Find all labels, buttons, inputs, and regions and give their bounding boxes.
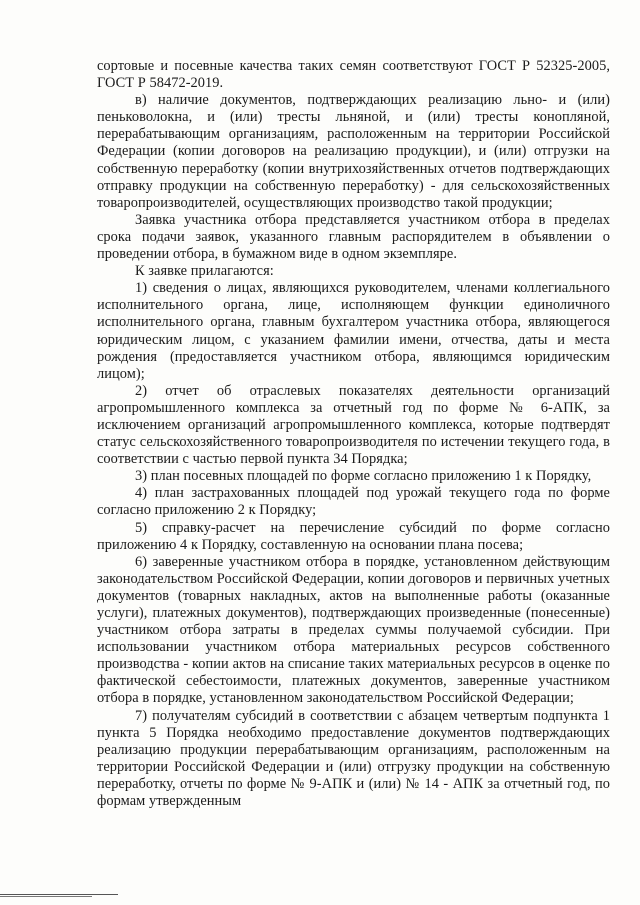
list-item-6: 6) заверенные участником отбора в порядке, установленном действующим законодательством Российской Федерации, копии договоров и первичных учетных документов (товарных накладных, актов на выполненные работы (оказанные услуги), платежных документов), подтверждающих произведенные (понесенные) участником отбора затраты в пределах суммы получаемой субсидии. При использовании участником отбора материальных ресурсов собственного производства - копии актов на списание таких материальных ресурсов в оценке по фактической себестоимости, платежных документов, заверенные участником отбора в порядке, установленном законодательством Российской Федерации; bbox=[97, 553, 610, 707]
list-item-2: 2) отчет об отраслевых показателях деятельности организаций агропромышленного комплекса за отчетный год по форме № 6-АПК, за исключением организаций агропромышленного комплекса, которые подтвердят статус сельскохозяйственного товаропроизводителя по истечении текущего года, в соответствии с частью первой пункта 34 Порядка; bbox=[97, 382, 610, 468]
list-item-4: 4) план застрахованных площадей под урожай текущего года по форме согласно приложению 2 к Порядку; bbox=[97, 485, 610, 519]
scan-edge-line bbox=[0, 894, 118, 895]
list-item-5: 5) справку-расчет на перечисление субсидий по форме согласно приложению 4 к Порядку, составленную на основании плана посева; bbox=[97, 519, 610, 553]
paragraph-application-submission: Заявка участника отбора представляется участником отбора в пределах срока подачи заявок, указанного главным распорядителем в объявлении о проведении отбора, в бумажном виде в одном экземпляре. bbox=[97, 211, 610, 263]
scan-edge-line-secondary bbox=[0, 896, 92, 897]
list-item-7: 7) получателям субсидий в соответствии с абзацем четвертым подпункта 1 пункта 5 Порядка необходимо предоставление документов подтверждающих реализацию продукции перерабатывающим организациям, расположенным на территории Российской Федерации и (или) отгрузку продукции на собственную переработку, отчеты по форме № 9-АПК и (или) № 14 - АПК за отчетный год, по формам утвержденным bbox=[97, 707, 610, 810]
list-item-3: 3) план посевных площадей по форме согласно приложению 1 к Порядку, bbox=[135, 468, 592, 485]
paragraph-seed-quality: сортовые и посевные качества таких семян соответствуют ГОСТ Р 52325-2005, ГОСТ Р 58472-2019. bbox=[97, 58, 610, 92]
paragraph-item-v: в) наличие документов, подтверждающих реализацию льно- и (или) пеньковолокна, и (или) тресты льняной, и (или) тресты конопляной, перерабатывающим организациям, расположенным на территории Российской Федерации (копии договоров на реализацию продукции), и (или) отгрузки на собственную переработку (копии внутрихозяйственных отчетов подтверждающих отправку продукции на собственную переработку) - для сельскохозяйственных товаропроизводителей, осуществляющих производство такой продукции; bbox=[97, 92, 610, 211]
paragraph-attachments-heading: К заявке прилагаются: bbox=[135, 263, 274, 280]
list-item-1: 1) сведения о лицах, являющихся руководителем, членами коллегиального исполнительного органа, лице, исполняющем функции единоличного исполнительного органа, главным бухгалтером участника отбора, являющегося юридическим лицом, с указанием фамилии имени, отчества, даты и места рождения (предоставляется участником отбора, являющимся юридическим лицом); bbox=[97, 280, 610, 382]
